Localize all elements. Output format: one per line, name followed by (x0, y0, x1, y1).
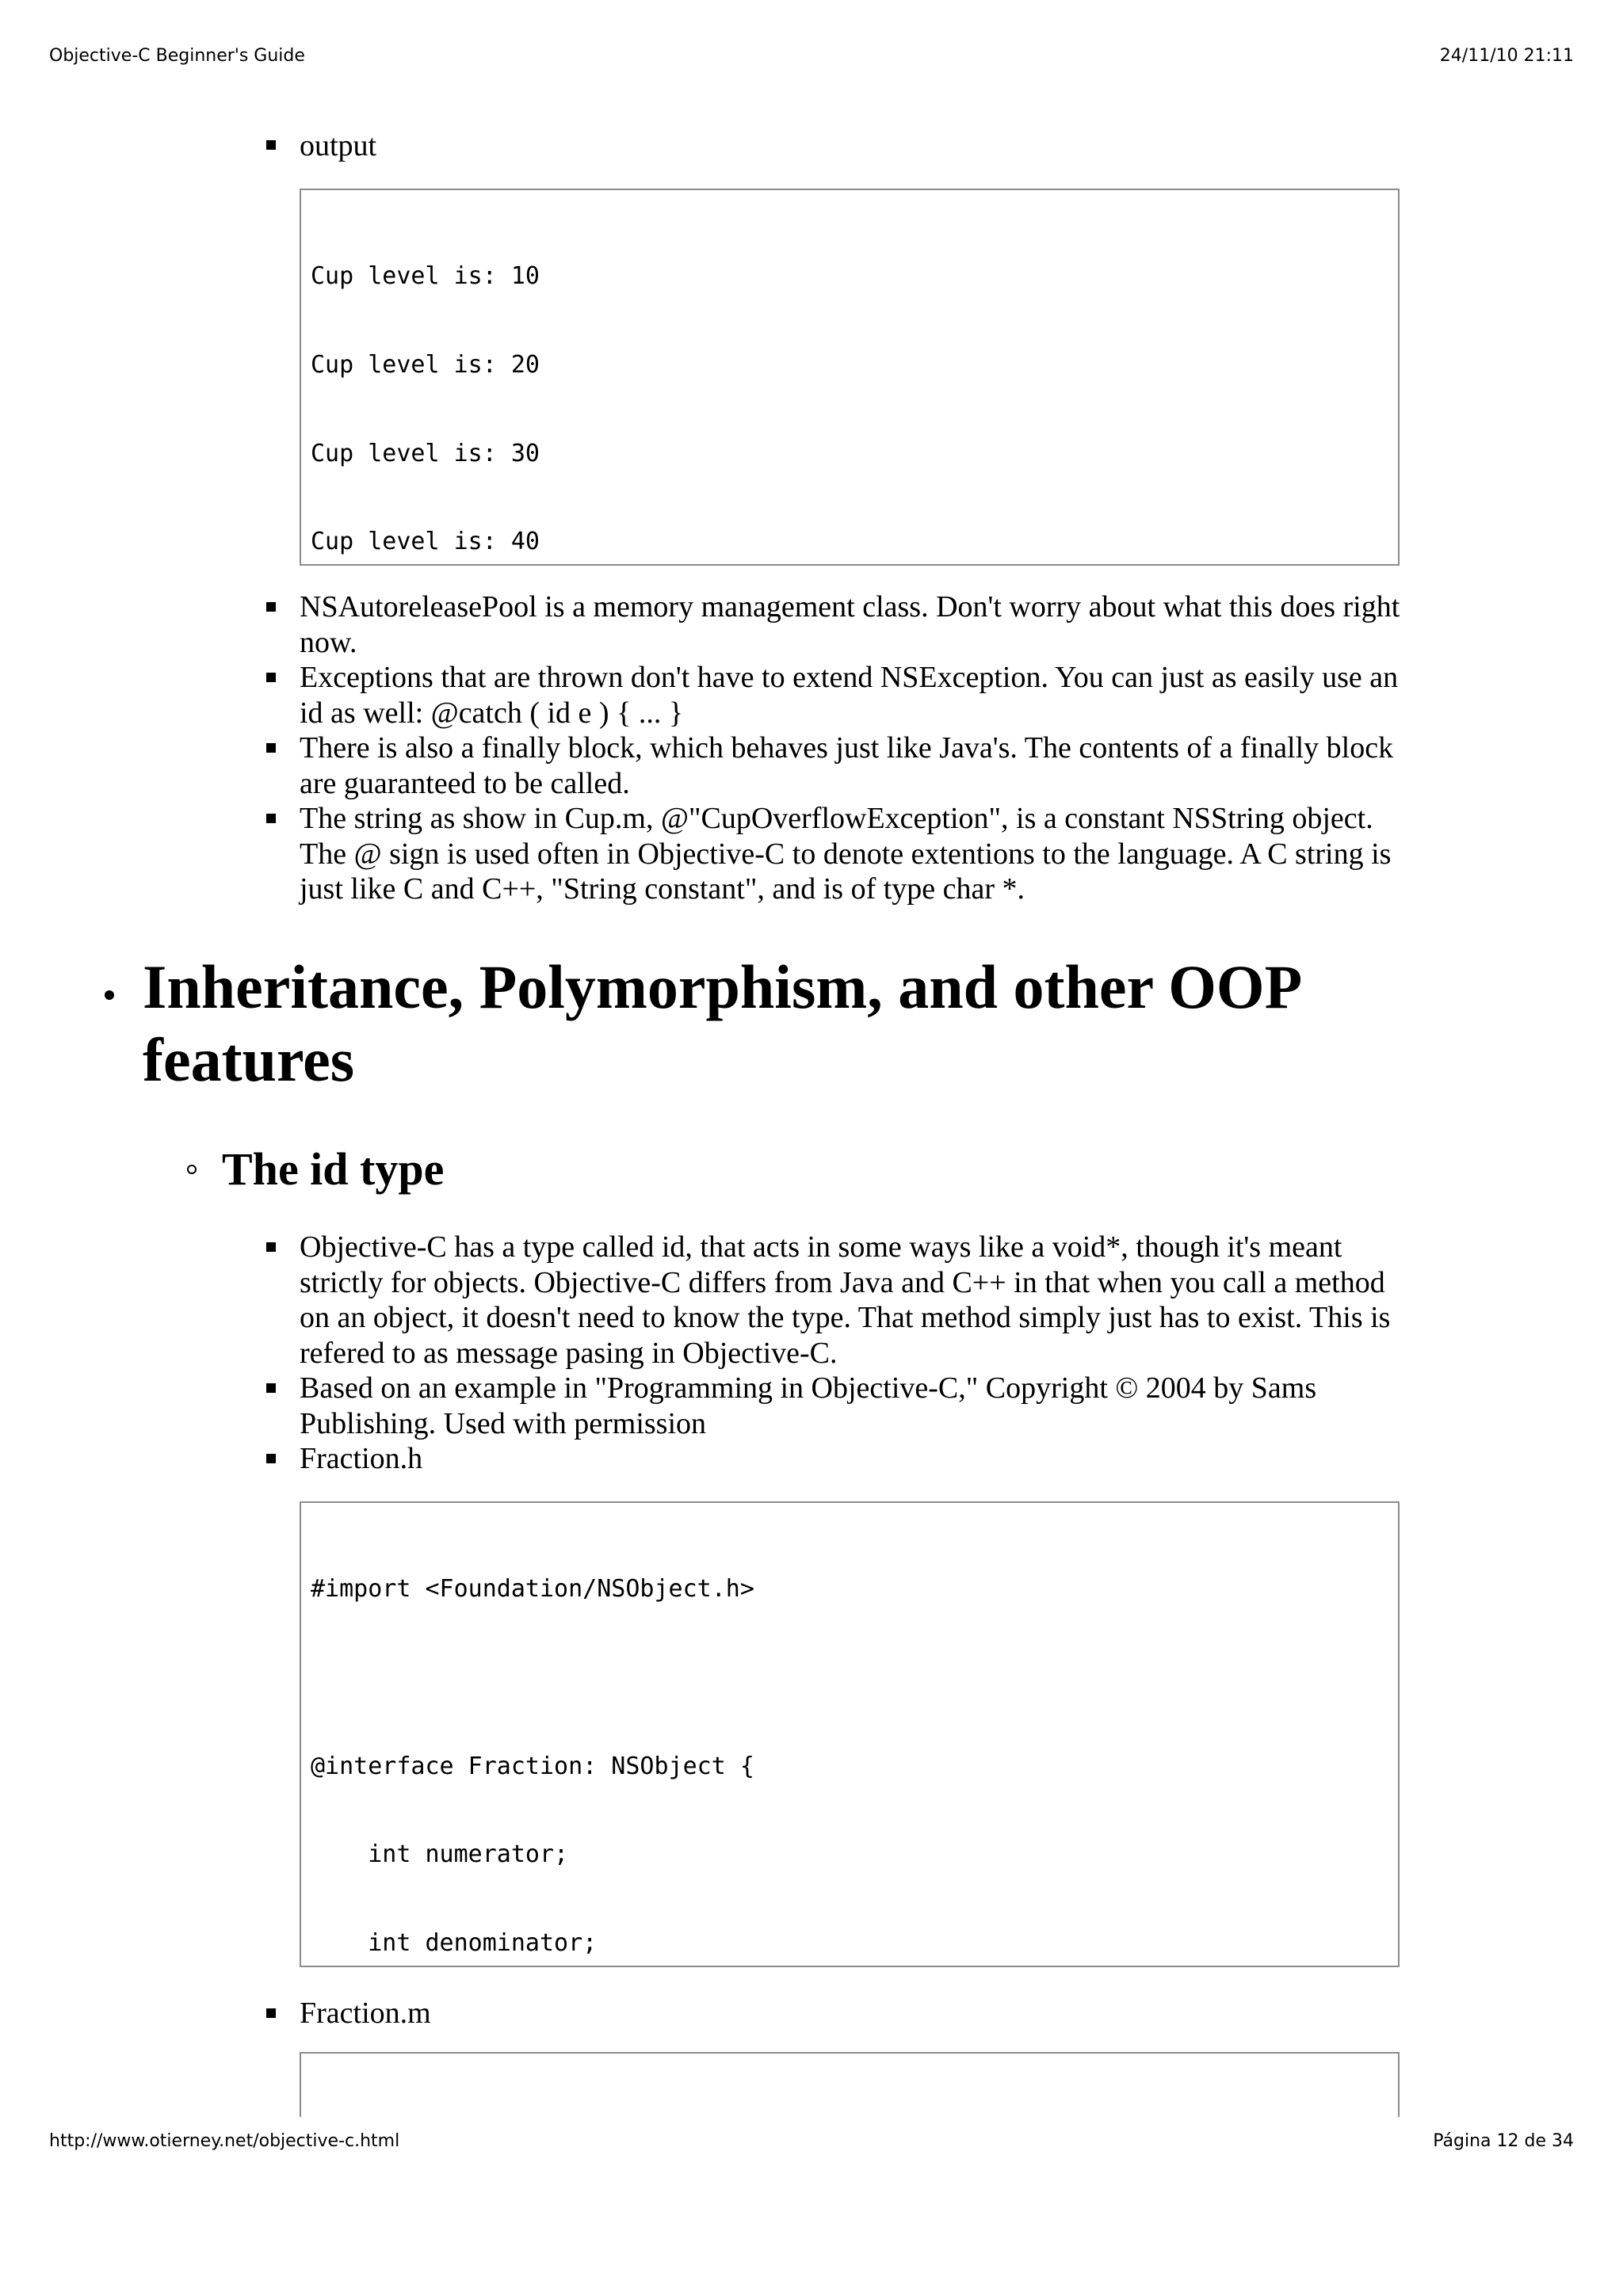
code-line: Cup level is: 20 (311, 351, 540, 379)
code-line: #import <Foundation/NSObject.h> (311, 1575, 754, 1604)
output-code-block (300, 189, 1400, 566)
code-line: Cup level is: 30 (311, 439, 540, 467)
footer-url: http://www.otierney.net/objective-c.html (49, 2131, 400, 2151)
code-line: @interface Fraction: NSObject { (311, 1752, 754, 1780)
code-line (311, 1663, 1388, 1692)
id-point: Fraction.h (300, 1442, 423, 1475)
header-title: Objective-C Beginner's Guide (49, 46, 305, 66)
bullet-square (266, 673, 276, 682)
note-item: NSAutoreleasePool is a memory management class. Don't worry about what this does right now. (300, 590, 1400, 659)
bullet-square (266, 743, 276, 753)
heading-bullet (105, 990, 114, 1000)
bullet-square (266, 1242, 276, 1252)
bullet-square (266, 140, 276, 150)
subsection-heading: The id type (222, 1143, 445, 1195)
bullet-square (266, 602, 276, 612)
code-line: Cup level is: 40 (311, 528, 540, 556)
section-heading: Inheritance, Polymorphism, and other OOP features (143, 952, 1299, 1094)
fraction-m-label: Fraction.m (300, 1997, 431, 2030)
code-line: int numerator; (311, 1840, 569, 1869)
bullet-square (266, 2008, 276, 2018)
bullet-square (266, 1383, 276, 1393)
id-point: Objective-C has a type called id, that acts in some ways like a void*, though it's meant strictly for objects. Objective-C differs from Java and C++ in that when you call a method on an object, it doesn't need to know the type. That method simply just has to exist. This is refered to as message pasing in Objective-C. (300, 1230, 1391, 1370)
fraction-m-code-block (300, 2052, 1400, 2117)
id-point: Based on an example in "Programming in Objective-C," Copyright © 2004 by Sams Publishing. Used with permission (300, 1371, 1317, 1440)
bullet-square (266, 814, 276, 823)
code-line: Cup level is: 10 (311, 262, 540, 291)
fraction-h-code-block (300, 1501, 1400, 1967)
header-datetime: 24/11/10 21:11 (1439, 46, 1574, 66)
note-item: There is also a finally block, which behaves just like Java's. The contents of a finally block are guaranteed to be called. (300, 731, 1394, 800)
note-item: Exceptions that are thrown don't have to extend NSException. You can just as easily use an id as well: @catch ( id e ) { ... } (300, 661, 1399, 730)
page-content (0, 119, 1623, 2117)
code-line: int denominator; (311, 1928, 598, 1957)
output-label: output (300, 129, 377, 162)
note-item: The string as show in Cup.m, @"CupOverflowException", is a constant NSString object. The @ sign is used often in Objective-C to denote extentions to the language. A C string is just like C and C++, "String constant", and is of type char *. (300, 802, 1392, 906)
footer-page-number: Página 12 de 34 (1433, 2131, 1574, 2151)
bullet-square (266, 1454, 276, 1463)
subheading-bullet (187, 1165, 197, 1174)
